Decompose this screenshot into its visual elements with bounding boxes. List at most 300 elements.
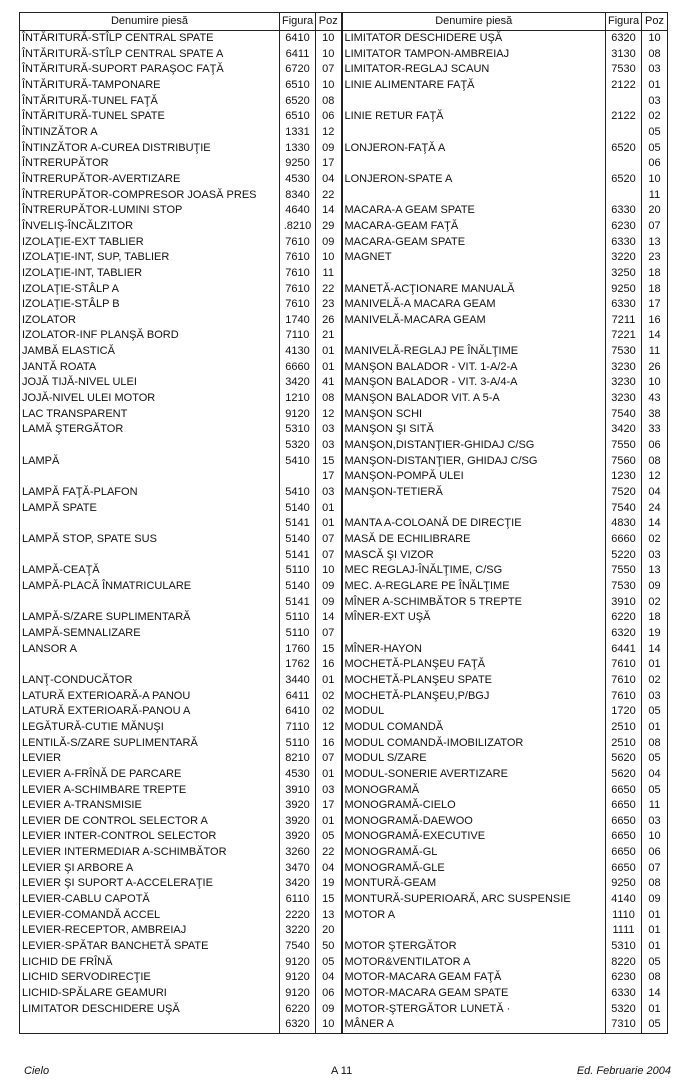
cell-poz-right: 43 xyxy=(642,391,668,407)
cell-poz-left: 08 xyxy=(316,391,342,407)
cell-figure-left: 6220 xyxy=(280,1002,316,1018)
cell-poz-right: 18 xyxy=(642,266,668,282)
cell-name-left: LICHID DE FRÎNĂ xyxy=(20,955,280,971)
cell-name-left: LEVIER A-SCHIMBARE TREPTE xyxy=(20,783,280,799)
cell-poz-right: 16 xyxy=(642,313,668,329)
cell-poz-left: 17 xyxy=(316,469,342,485)
cell-figure-left: 7610 xyxy=(280,235,316,251)
cell-name-left: JAMBĂ ELASTICĂ xyxy=(20,344,280,360)
cell-name-right: MONTURĂ-SUPERIOARĂ, ARC SUSPENSIE xyxy=(342,892,606,908)
cell-name-right: MANŞON SCHI xyxy=(342,407,606,423)
cell-figure-left: 2220 xyxy=(280,908,316,924)
cell-name-right: MACARA-GEAM SPATE xyxy=(342,235,606,251)
cell-poz-right: 06 xyxy=(642,845,668,861)
cell-name-left: LENTILĂ-S/ZARE SUPLIMENTARĂ xyxy=(20,736,280,752)
cell-name-right: MACARA-GEAM FAŢĂ xyxy=(342,219,606,235)
cell-poz-right: 10 xyxy=(642,375,668,391)
cell-poz-left: 10 xyxy=(316,47,342,63)
cell-figure-right: 2122 xyxy=(606,78,642,94)
cell-poz-right: 18 xyxy=(642,610,668,626)
cell-poz-right: 14 xyxy=(642,328,668,344)
cell-figure-left xyxy=(280,469,316,485)
cell-poz-right: 13 xyxy=(642,235,668,251)
cell-name-left: LICHID-SPĂLARE GEAMURI xyxy=(20,986,280,1002)
cell-poz-right: 14 xyxy=(642,516,668,532)
cell-poz-left: 22 xyxy=(316,188,342,204)
cell-name-right: MOTOR-MACARA GEAM SPATE xyxy=(342,986,606,1002)
cell-figure-left: 4640 xyxy=(280,203,316,219)
table-row xyxy=(20,532,668,548)
cell-figure-right: 7530 xyxy=(606,62,642,78)
cell-figure-left: 4530 xyxy=(280,767,316,783)
cell-figure-right xyxy=(606,125,642,141)
cell-name-right: MASĂ DE ECHILIBRARE xyxy=(342,532,606,548)
cell-poz-left: 22 xyxy=(316,282,342,298)
cell-figure-right xyxy=(606,188,642,204)
cell-poz-right: 04 xyxy=(642,485,668,501)
cell-figure-left: 3920 xyxy=(280,829,316,845)
cell-name-left: LEVIER A-FRÎNĂ DE PARCARE xyxy=(20,767,280,783)
table-row xyxy=(20,751,668,767)
cell-poz-right: 05 xyxy=(642,1017,668,1033)
cell-name-left: ÎNTRERUPĂTOR xyxy=(20,156,280,172)
table-row xyxy=(20,172,668,188)
cell-poz-left: 23 xyxy=(316,297,342,313)
cell-poz-right: 05 xyxy=(642,704,668,720)
cell-name-left: LEVIER-RECEPTOR, AMBREIAJ xyxy=(20,923,280,939)
cell-figure-left: 5140 xyxy=(280,579,316,595)
header-figure-right: Figura xyxy=(606,13,642,31)
cell-name-right: LINIE RETUR FAŢĂ xyxy=(342,109,606,125)
cell-poz-right: 05 xyxy=(642,783,668,799)
cell-poz-right: 13 xyxy=(642,563,668,579)
cell-figure-right: 4830 xyxy=(606,516,642,532)
header-name-left: Denumire piesă xyxy=(20,13,280,31)
cell-name-left: LATURĂ EXTERIOARĂ-A PANOU xyxy=(20,689,280,705)
cell-name-left: LANŢ-CONDUCĂTOR xyxy=(20,673,280,689)
cell-figure-left: .8210 xyxy=(280,219,316,235)
cell-name-right: MANŞON BALADOR - VIT. 1-A/2-A xyxy=(342,360,606,376)
table-row xyxy=(20,235,668,251)
footer-edition: Ed. Februarie 2004 xyxy=(576,1065,671,1077)
cell-name-right: MOCHETĂ-PLANŞEU,P/BGJ xyxy=(342,689,606,705)
table-row xyxy=(20,783,668,799)
cell-name-left: LEVIER A-TRANSMISIE xyxy=(20,798,280,814)
cell-name-right: MODUL S/ZARE xyxy=(342,751,606,767)
cell-name-left xyxy=(20,595,280,611)
cell-figure-right: 3910 xyxy=(606,595,642,611)
cell-name-left: JANTĂ ROATA xyxy=(20,360,280,376)
cell-name-left: ÎNTĂRITURĂ-TAMPONARE xyxy=(20,78,280,94)
cell-poz-right: 12 xyxy=(642,469,668,485)
cell-poz-right: 19 xyxy=(642,626,668,642)
cell-figure-left: 5141 xyxy=(280,595,316,611)
cell-name-right: MONOGRAMĂ xyxy=(342,783,606,799)
cell-figure-left: 3920 xyxy=(280,814,316,830)
cell-name-right: LIMITATOR-REGLAJ SCAUN xyxy=(342,62,606,78)
cell-figure-right: 7610 xyxy=(606,689,642,705)
cell-figure-right: 6650 xyxy=(606,783,642,799)
table-row xyxy=(20,360,668,376)
table-row xyxy=(20,391,668,407)
cell-poz-right: 11 xyxy=(642,344,668,360)
cell-poz-right: 06 xyxy=(642,156,668,172)
cell-name-left: LAMPĂ SPATE xyxy=(20,501,280,517)
table-row xyxy=(20,109,668,125)
cell-poz-right: 11 xyxy=(642,188,668,204)
cell-poz-right: 03 xyxy=(642,62,668,78)
cell-figure-right: 3230 xyxy=(606,360,642,376)
cell-poz-right: 02 xyxy=(642,595,668,611)
cell-name-left: ÎNTINZĂTOR A xyxy=(20,125,280,141)
cell-figure-right: 3220 xyxy=(606,250,642,266)
cell-figure-right: 7610 xyxy=(606,673,642,689)
cell-figure-left: 3920 xyxy=(280,798,316,814)
cell-name-right xyxy=(342,328,606,344)
cell-figure-right: 6330 xyxy=(606,203,642,219)
cell-figure-right xyxy=(606,94,642,110)
table-row xyxy=(20,485,668,501)
cell-name-right: MÎNER A-SCHIMBĂTOR 5 TREPTE xyxy=(342,595,606,611)
table-row xyxy=(20,704,668,720)
cell-poz-right: 10 xyxy=(642,829,668,845)
table-row xyxy=(20,642,668,658)
cell-figure-left: 8340 xyxy=(280,188,316,204)
cell-name-right xyxy=(342,626,606,642)
cell-poz-right: 08 xyxy=(642,47,668,63)
cell-name-left: JOJĂ-NIVEL ULEI MOTOR xyxy=(20,391,280,407)
table-row xyxy=(20,986,668,1002)
cell-name-left: LAMPĂ-PLACĂ ÎNMATRICULARE xyxy=(20,579,280,595)
cell-name-left: LIMITATOR DESCHIDERE UŞĂ xyxy=(20,1002,280,1018)
cell-name-right: MONOGRAMĂ-GLE xyxy=(342,861,606,877)
cell-figure-right: 6220 xyxy=(606,610,642,626)
cell-figure-left: 5140 xyxy=(280,532,316,548)
cell-figure-right: 5320 xyxy=(606,1002,642,1018)
table-row xyxy=(20,454,668,470)
cell-figure-left: 3440 xyxy=(280,673,316,689)
table-row xyxy=(20,673,668,689)
cell-name-right: LINIE ALIMENTARE FAŢĂ xyxy=(342,78,606,94)
table-row xyxy=(20,141,668,157)
cell-figure-left: 1760 xyxy=(280,642,316,658)
cell-figure-left: 7540 xyxy=(280,939,316,955)
cell-name-right: MONOGRAMĂ-GL xyxy=(342,845,606,861)
table-row xyxy=(20,767,668,783)
table-row xyxy=(20,798,668,814)
cell-name-left: ÎNTĂRITURĂ-SUPORT PARAŞOC FAŢĂ xyxy=(20,62,280,78)
table-row xyxy=(20,469,668,485)
cell-poz-left: 05 xyxy=(316,955,342,971)
cell-poz-left: 04 xyxy=(316,172,342,188)
cell-name-right: MANIVELĂ-MACARA GEAM xyxy=(342,313,606,329)
cell-figure-right xyxy=(606,156,642,172)
cell-figure-right: 7530 xyxy=(606,579,642,595)
cell-name-right: MANIVELĂ-REGLAJ PE ÎNĂLŢIME xyxy=(342,344,606,360)
cell-poz-left: 12 xyxy=(316,720,342,736)
cell-poz-right: 09 xyxy=(642,579,668,595)
cell-name-left xyxy=(20,438,280,454)
cell-name-right: MOTOR-MACARA GEAM FAŢĂ xyxy=(342,970,606,986)
cell-figure-right: 6320 xyxy=(606,626,642,642)
cell-figure-left: 4130 xyxy=(280,344,316,360)
cell-figure-right: 6650 xyxy=(606,845,642,861)
cell-poz-left: 16 xyxy=(316,657,342,673)
cell-poz-left: 21 xyxy=(316,328,342,344)
table-row xyxy=(20,876,668,892)
cell-poz-right: 23 xyxy=(642,250,668,266)
cell-name-right xyxy=(342,156,606,172)
cell-name-right xyxy=(342,94,606,110)
cell-poz-left: 09 xyxy=(316,579,342,595)
cell-name-left xyxy=(20,657,280,673)
cell-name-right: MANIVELĂ-A MACARA GEAM xyxy=(342,297,606,313)
cell-figure-left: 6411 xyxy=(280,47,316,63)
cell-poz-left: 29 xyxy=(316,219,342,235)
table-row xyxy=(20,47,668,63)
cell-figure-right: 5220 xyxy=(606,548,642,564)
cell-figure-left: 9120 xyxy=(280,970,316,986)
cell-figure-right: 6441 xyxy=(606,642,642,658)
cell-name-left: IZOLATOR xyxy=(20,313,280,329)
cell-poz-right: 05 xyxy=(642,751,668,767)
cell-figure-right: 2510 xyxy=(606,720,642,736)
cell-poz-left: 01 xyxy=(316,501,342,517)
cell-figure-left: 4530 xyxy=(280,172,316,188)
cell-figure-right: 7310 xyxy=(606,1017,642,1033)
cell-poz-left: 01 xyxy=(316,360,342,376)
cell-poz-right: 01 xyxy=(642,657,668,673)
cell-name-right: LONJERON-FAŢĂ A xyxy=(342,141,606,157)
cell-name-right: MANŞON BALADOR VIT. A 5-A xyxy=(342,391,606,407)
cell-figure-left: 3420 xyxy=(280,876,316,892)
cell-name-left: LAMPĂ STOP, SPATE SUS xyxy=(20,532,280,548)
cell-name-right: MANŞON-TETIERĂ xyxy=(342,485,606,501)
cell-name-left: IZOLAŢIE-INT, SUP, TABLIER xyxy=(20,250,280,266)
cell-figure-right: 1110 xyxy=(606,908,642,924)
cell-figure-right: 3230 xyxy=(606,375,642,391)
cell-name-right: MANŞON ŞI SITĂ xyxy=(342,422,606,438)
cell-figure-right: 7530 xyxy=(606,344,642,360)
table-row xyxy=(20,422,668,438)
cell-name-left: LAMĂ ŞTERGĂTOR xyxy=(20,422,280,438)
cell-name-left: ÎNVELIŞ-ÎNCĂLZITOR xyxy=(20,219,280,235)
cell-name-left: LEVIER xyxy=(20,751,280,767)
cell-poz-right: 08 xyxy=(642,970,668,986)
cell-name-right: LONJERON-SPATE A xyxy=(342,172,606,188)
parts-index-table xyxy=(19,12,668,1034)
cell-figure-left: 6110 xyxy=(280,892,316,908)
cell-name-right: MOCHETĂ-PLANŞEU FAŢĂ xyxy=(342,657,606,673)
cell-poz-right: 05 xyxy=(642,955,668,971)
cell-figure-right: 5620 xyxy=(606,767,642,783)
cell-poz-right: 08 xyxy=(642,454,668,470)
cell-name-right: MAGNET xyxy=(342,250,606,266)
cell-poz-right: 10 xyxy=(642,31,668,47)
table-row xyxy=(20,923,668,939)
cell-figure-left: 6520 xyxy=(280,94,316,110)
cell-figure-right: 6650 xyxy=(606,798,642,814)
cell-name-left: LEVIER-CABLU CAPOTĂ xyxy=(20,892,280,908)
cell-figure-right: 3420 xyxy=(606,422,642,438)
table-row xyxy=(20,250,668,266)
cell-poz-right: 01 xyxy=(642,923,668,939)
cell-name-left: ÎNTĂRITURĂ-STÎLP CENTRAL SPATE A xyxy=(20,47,280,63)
cell-figure-right: 7560 xyxy=(606,454,642,470)
table-row xyxy=(20,516,668,532)
cell-name-left: LAMPĂ-S/ZARE SUPLIMENTARĂ xyxy=(20,610,280,626)
cell-figure-left: 5320 xyxy=(280,438,316,454)
table-row xyxy=(20,297,668,313)
cell-figure-right: 6650 xyxy=(606,861,642,877)
cell-poz-left: 17 xyxy=(316,798,342,814)
table-row xyxy=(20,736,668,752)
cell-figure-right: 7520 xyxy=(606,485,642,501)
cell-poz-left: 10 xyxy=(316,78,342,94)
cell-figure-right: 9250 xyxy=(606,876,642,892)
cell-poz-left: 12 xyxy=(316,407,342,423)
cell-poz-left: 22 xyxy=(316,845,342,861)
table-row xyxy=(20,595,668,611)
cell-figure-left: 5410 xyxy=(280,485,316,501)
cell-figure-left: 7610 xyxy=(280,282,316,298)
cell-poz-right: 01 xyxy=(642,78,668,94)
cell-poz-right: 10 xyxy=(642,172,668,188)
cell-poz-left: 12 xyxy=(316,125,342,141)
cell-poz-right: 07 xyxy=(642,861,668,877)
cell-figure-right: 3230 xyxy=(606,391,642,407)
cell-name-right xyxy=(342,923,606,939)
cell-name-left: ÎNTRERUPĂTOR-AVERTIZARE xyxy=(20,172,280,188)
cell-name-left: LAMPĂ-CEAŢĂ xyxy=(20,563,280,579)
cell-name-right: LIMITATOR TAMPON-AMBREIAJ xyxy=(342,47,606,63)
cell-poz-left: 03 xyxy=(316,438,342,454)
cell-name-right: MODUL-SONERIE AVERTIZARE xyxy=(342,767,606,783)
table-row xyxy=(20,1002,668,1018)
cell-poz-right: 11 xyxy=(642,798,668,814)
cell-name-left: ÎNTRERUPĂTOR-COMPRESOR JOASĂ PRES xyxy=(20,188,280,204)
cell-poz-right: 02 xyxy=(642,532,668,548)
table-row xyxy=(20,344,668,360)
cell-name-left: IZOLAŢIE-INT, TABLIER xyxy=(20,266,280,282)
footer-page-number: A 11 xyxy=(331,1065,353,1077)
cell-poz-right: 01 xyxy=(642,1002,668,1018)
cell-figure-right: 7550 xyxy=(606,438,642,454)
cell-poz-right: 03 xyxy=(642,689,668,705)
cell-name-left: LICHID SERVODIRECŢIE xyxy=(20,970,280,986)
cell-figure-right: 7221 xyxy=(606,328,642,344)
cell-name-left: IZOLAŢIE-STÂLP B xyxy=(20,297,280,313)
table-row xyxy=(20,94,668,110)
cell-figure-left: 9120 xyxy=(280,986,316,1002)
table-row xyxy=(20,892,668,908)
table-row xyxy=(20,579,668,595)
cell-poz-left: 01 xyxy=(316,814,342,830)
cell-figure-left: 1210 xyxy=(280,391,316,407)
cell-name-left: ÎNTĂRITURĂ-TUNEL FAŢĂ xyxy=(20,94,280,110)
cell-name-right: MANŞON-POMPĂ ULEI xyxy=(342,469,606,485)
cell-figure-left: 6320 xyxy=(280,1017,316,1033)
cell-figure-left: 9120 xyxy=(280,407,316,423)
table-row xyxy=(20,438,668,454)
cell-figure-left: 3260 xyxy=(280,845,316,861)
cell-figure-left: 6660 xyxy=(280,360,316,376)
cell-figure-left: 7110 xyxy=(280,328,316,344)
cell-name-right: MACARA-A GEAM SPATE xyxy=(342,203,606,219)
table-row xyxy=(20,188,668,204)
cell-name-left: ÎNTINZĂTOR A-CUREA DISTRIBUŢIE xyxy=(20,141,280,157)
cell-figure-left: 1330 xyxy=(280,141,316,157)
cell-name-right: MOTOR A xyxy=(342,908,606,924)
cell-figure-right: 6330 xyxy=(606,986,642,1002)
cell-name-left: LEVIER DE CONTROL SELECTOR A xyxy=(20,814,280,830)
cell-poz-left: 41 xyxy=(316,375,342,391)
cell-name-right: MONOGRAMĂ-EXECUTIVE xyxy=(342,829,606,845)
cell-figure-left: 7610 xyxy=(280,297,316,313)
cell-poz-left: 09 xyxy=(316,595,342,611)
cell-figure-left: 6510 xyxy=(280,109,316,125)
cell-name-right: MONOGRAMĂ-CIELO xyxy=(342,798,606,814)
cell-figure-left: 5110 xyxy=(280,626,316,642)
cell-figure-left: 1331 xyxy=(280,125,316,141)
cell-figure-right: 5620 xyxy=(606,751,642,767)
table-row xyxy=(20,939,668,955)
cell-poz-right: 03 xyxy=(642,548,668,564)
table-row xyxy=(20,328,668,344)
table-row xyxy=(20,861,668,877)
cell-poz-left: 50 xyxy=(316,939,342,955)
header-poz-left: Poz xyxy=(316,13,342,31)
cell-figure-right: 1230 xyxy=(606,469,642,485)
table-row xyxy=(20,548,668,564)
cell-poz-left: 05 xyxy=(316,829,342,845)
cell-figure-right: 6230 xyxy=(606,219,642,235)
cell-poz-right: 08 xyxy=(642,736,668,752)
table-row xyxy=(20,955,668,971)
cell-figure-right: 6320 xyxy=(606,31,642,47)
cell-figure-right: 4140 xyxy=(606,892,642,908)
cell-name-left: IZOLAŢIE-EXT TABLIER xyxy=(20,235,280,251)
table-row xyxy=(20,1017,668,1033)
cell-figure-right: 5310 xyxy=(606,939,642,955)
cell-poz-left: 13 xyxy=(316,908,342,924)
table-row xyxy=(20,78,668,94)
cell-name-left xyxy=(20,1017,280,1033)
cell-name-left: LAC TRANSPARENT xyxy=(20,407,280,423)
cell-name-left: LEVIER INTER-CONTROL SELECTOR xyxy=(20,829,280,845)
cell-poz-left: 10 xyxy=(316,563,342,579)
cell-name-right: MOCHETĂ-PLANŞEU SPATE xyxy=(342,673,606,689)
table-body xyxy=(20,31,668,1034)
cell-figure-right: 2122 xyxy=(606,109,642,125)
cell-poz-left: 03 xyxy=(316,485,342,501)
cell-figure-right: 6230 xyxy=(606,970,642,986)
cell-figure-right: 3130 xyxy=(606,47,642,63)
cell-figure-left: 5140 xyxy=(280,501,316,517)
cell-figure-left: 6410 xyxy=(280,704,316,720)
cell-poz-right: 02 xyxy=(642,109,668,125)
cell-name-left: LEGĂTURĂ-CUTIE MĂNUŞI xyxy=(20,720,280,736)
table-row xyxy=(20,563,668,579)
cell-poz-left: 02 xyxy=(316,704,342,720)
table-row xyxy=(20,610,668,626)
cell-poz-right: 04 xyxy=(642,767,668,783)
table-row xyxy=(20,814,668,830)
cell-figure-left: 5141 xyxy=(280,516,316,532)
cell-figure-left: 7110 xyxy=(280,720,316,736)
cell-figure-left: 7610 xyxy=(280,250,316,266)
cell-name-left: LAMPĂ-SEMNALIZARE xyxy=(20,626,280,642)
